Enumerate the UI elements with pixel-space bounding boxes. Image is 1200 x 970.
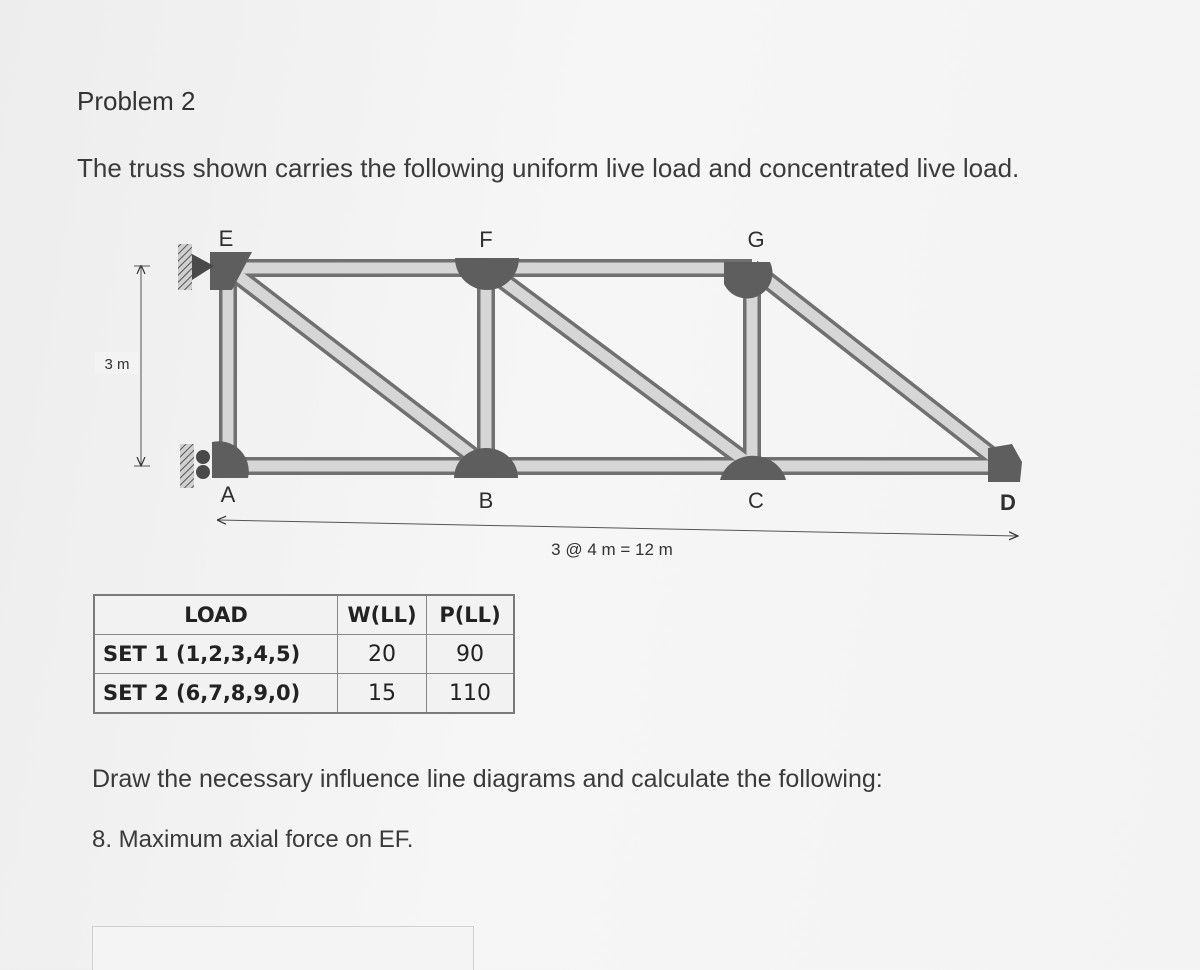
header-load: LOAD	[94, 595, 338, 635]
truss-members	[228, 268, 1005, 466]
answer-input[interactable]	[92, 926, 474, 970]
wll-value: 15	[338, 674, 427, 714]
header-pll: P(LL)	[427, 595, 515, 635]
node-label-C: C	[748, 488, 764, 513]
load-table-header	[94, 595, 514, 635]
height-dimension	[95, 266, 150, 466]
node-label-E: E	[218, 226, 234, 251]
instructions-text: Draw the necessary influence line diagrams and calculate the following:	[92, 765, 883, 793]
node-label-D: D	[1000, 490, 1016, 515]
wll-value: 20	[338, 635, 427, 674]
table-row	[94, 635, 514, 674]
joint-G	[724, 262, 772, 298]
header-wll: W(LL)	[338, 595, 427, 635]
pin-support-E	[178, 244, 214, 290]
load-table	[93, 594, 515, 714]
height-label: 3 m	[104, 356, 130, 373]
problem-title: Problem 2	[77, 86, 196, 116]
problem-intro: The truss shown carries the following uniform live load and concentrated live load.	[77, 153, 1020, 183]
joint-A	[212, 441, 249, 478]
pll-value: 90	[427, 635, 515, 674]
row-label: SET 1 (1,2,3,4,5)	[94, 635, 338, 674]
node-label-A: A	[220, 482, 236, 507]
pll-value: 110	[427, 674, 515, 714]
node-label-G: G	[747, 227, 765, 252]
question-text: 8. Maximum axial force on EF.	[92, 826, 414, 853]
table-row	[94, 674, 514, 714]
node-label-F: F	[479, 227, 493, 252]
row-label: SET 2 (6,7,8,9,0)	[94, 674, 338, 714]
joint-D	[988, 444, 1022, 482]
span-label: 3 @ 4 m = 12 m	[551, 540, 673, 559]
span-dimension	[218, 520, 1018, 559]
roller-support-A	[180, 444, 210, 488]
node-label-B: B	[478, 488, 494, 513]
